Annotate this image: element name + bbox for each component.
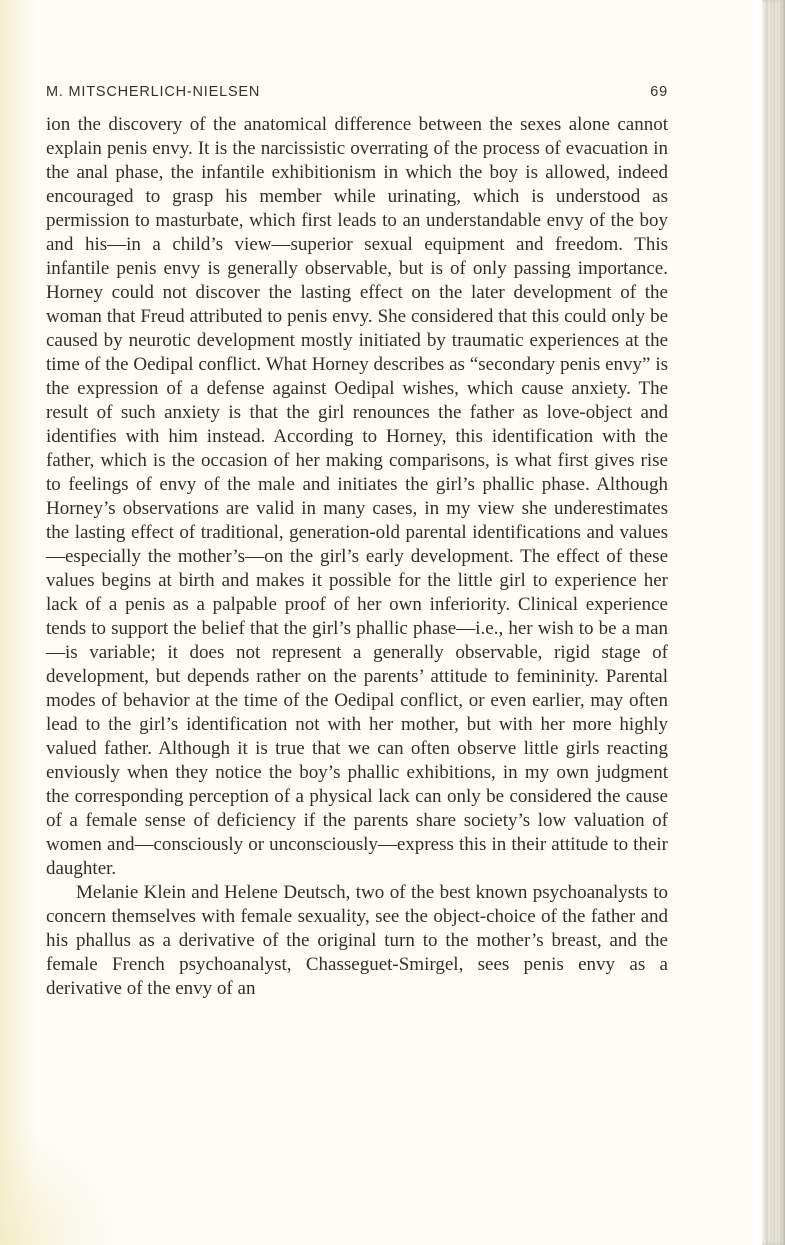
running-head: [46, 84, 668, 100]
paragraph: Melanie Klein and Helene Deutsch, two of the best known psychoanalysts to concern themselves with female sexuality, see the object-choice of the father and his phallus as a derivative of the original turn to the mother’s breast, and the female French psychoanalyst, Chasseguet-Smirgel, sees penis envy as a derivative of the envy of an: [46, 882, 668, 999]
book-page-edges: [762, 0, 785, 1245]
page-corner-tint: [0, 1125, 120, 1245]
paragraph: ion the discovery of the anatomical difference between the sexes alone cannot explain penis envy. It is the narcissistic overrating of the process of evacuation in the anal phase, the infantile exhibitionism in which the boy is allowed, indeed encouraged to grasp his member while urinating, which is understood as permission to masturbate, which first leads to an understandable envy of the boy and his—in a child’s view—superior sexual equipment and freedom. This infantile penis envy is generally observable, but is of only passing importance. Horney could not discover the lasting effect on the later development of the woman that Freud attributed to penis envy. She considered that this could only be caused by neurotic development mostly initiated by traumatic experiences at the time of the Oedipal conflict. What Horney describes as “secondary penis envy” is the expression of a defense against Oedipal wishes, which cause anxiety. The result of such anxiety is that the girl renounces the father as love-object and identifies with him instead. According to Horney, this identification with the father, which is the occasion of her making comparisons, is what first gives rise to feelings of envy of the male and initiates the girl’s phallic phase. Although Horney’s observations are valid in many cases, in my view she underestimates the lasting effect of traditional, generation-old parental identifications and values—especially the mother’s—on the girl’s early development. The effect of these values begins at birth and makes it possible for the little girl to experience her lack of a penis as a palpable proof of her own inferiority. Clinical experience tends to support the belief that the girl’s phallic phase—i.e., her wish to be a man—is variable; it does not represent a generally observable, rigid stage of development, but depends rather on the parents’ attitude to femininity. Parental modes of behavior at the time of the Oedipal conflict, or even earlier, may often lead to the girl’s identification not with her mother, but with her more highly valued father. Although it is true that we can often observe little girls reacting enviously when they notice the boy’s phallic exhibitions, in my own judgment the corresponding perception of a physical lack can only be considered the cause of a female sense of deficiency if the parents share society’s low valuation of women and—consciously or unconsciously—express this in their attitude to their daughter.: [46, 114, 668, 879]
page-left-edge-tint: [0, 0, 36, 1245]
running-head-author: M. MITSCHERLICH-NIELSEN: [46, 84, 261, 100]
page-right-margin: [752, 0, 762, 1245]
page-number: 69: [650, 84, 668, 100]
page-content: [46, 84, 668, 1001]
article-body: [46, 113, 668, 1001]
